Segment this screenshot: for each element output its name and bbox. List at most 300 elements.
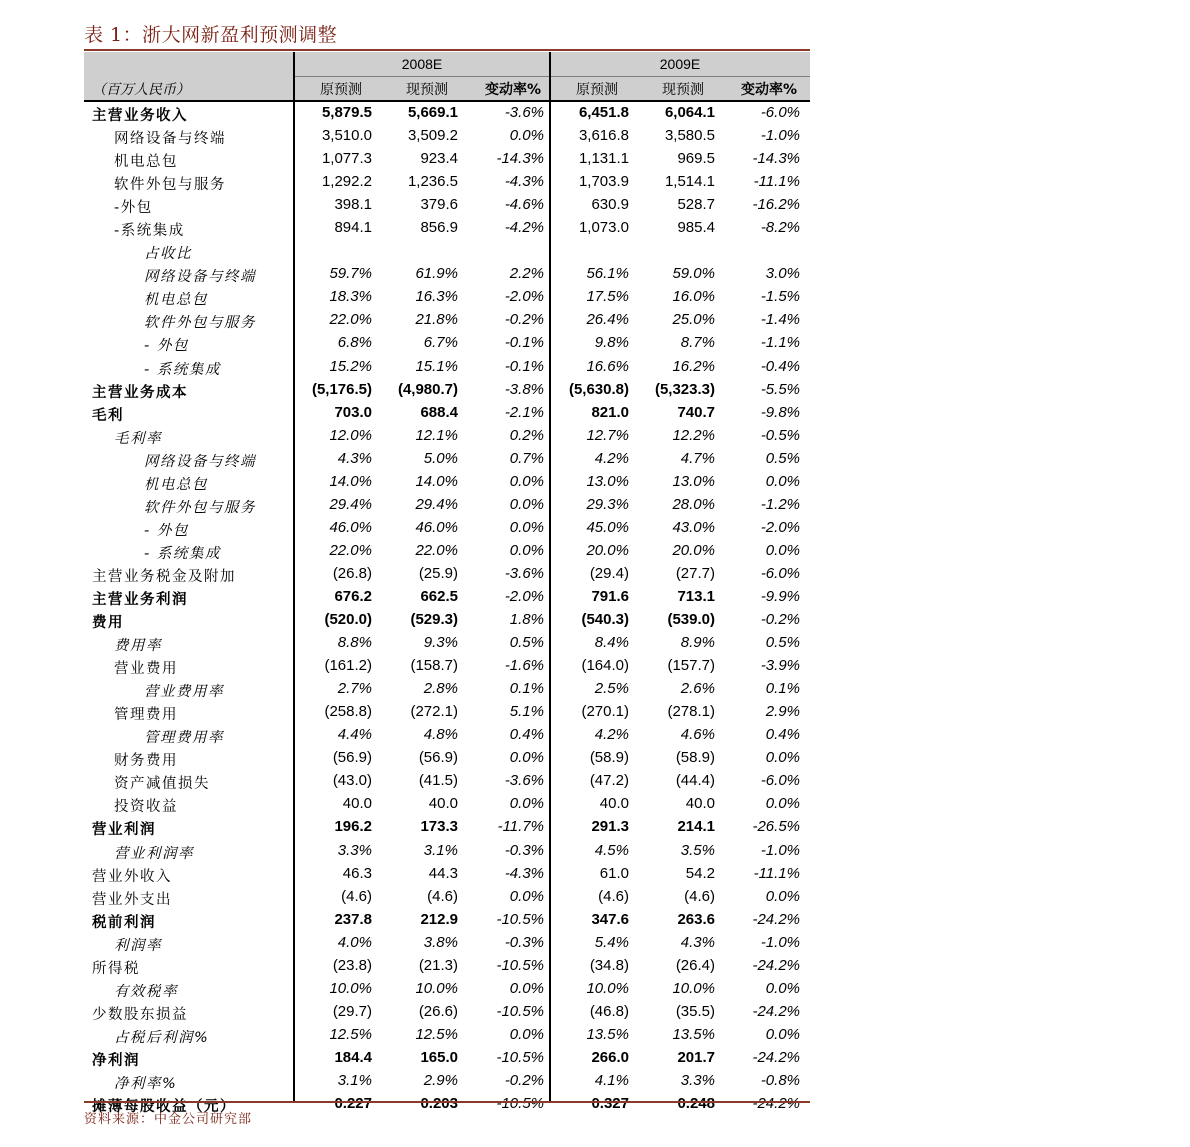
- table-cell: 29.4%: [329, 495, 372, 513]
- table-cell: -0.1%: [504, 357, 544, 375]
- table-cell: 17.5%: [586, 288, 629, 306]
- table-cell: (29.4): [589, 564, 629, 582]
- table-cell: 3,580.5: [664, 127, 715, 145]
- table-cell: -11.1%: [753, 864, 800, 882]
- table-row: [84, 1001, 810, 1024]
- table-cell: 40.0: [342, 795, 372, 813]
- table-cell: 2.9%: [765, 703, 800, 721]
- table-cell: 5.0%: [423, 449, 458, 467]
- table-row: [84, 148, 810, 171]
- table-cell: 5.1%: [509, 703, 544, 721]
- source-note: 资料来源：中金公司研究部: [84, 1112, 253, 1127]
- table-cell: (5,323.3): [654, 380, 715, 398]
- table-cell: 3,616.8: [578, 127, 629, 145]
- table-row: [84, 863, 810, 886]
- row-label: 软件外包与服务: [114, 177, 226, 194]
- table-row: [84, 793, 810, 816]
- row-label: 机电总包: [144, 292, 208, 309]
- table-cell: -0.3%: [504, 841, 544, 859]
- table-cell: 528.7: [677, 196, 715, 214]
- row-label: 资产减值损失: [114, 776, 210, 793]
- table-cell: 0.0%: [765, 541, 800, 559]
- table-cell: 10.0%: [672, 979, 715, 997]
- table-cell: 4.3%: [680, 933, 715, 951]
- table-cell: 61.0: [599, 864, 629, 882]
- table-row: [84, 402, 810, 425]
- table-cell: -3.9%: [760, 657, 800, 675]
- table-cell: -24.2%: [752, 910, 800, 928]
- table-cell: 59.0%: [672, 265, 715, 283]
- table-cell: -14.3%: [752, 150, 800, 168]
- table-row: [84, 840, 810, 863]
- table-row: [84, 217, 810, 240]
- row-label: 净利率%: [114, 1075, 178, 1092]
- table-cell: 21.8%: [415, 311, 458, 329]
- table-cell: (56.9): [332, 749, 372, 767]
- table-cell: 4.6%: [680, 726, 715, 744]
- table-cell: 18.3%: [329, 288, 372, 306]
- table-cell: 61.9%: [415, 265, 458, 283]
- table-cell: 0.0%: [509, 472, 544, 490]
- table-row: [84, 517, 810, 540]
- table-cell: -10.5%: [496, 956, 544, 974]
- table-cell: -4.3%: [504, 173, 544, 191]
- row-label: 机电总包: [144, 476, 208, 493]
- table-cell: 0.0%: [509, 1025, 544, 1043]
- table-cell: -0.3%: [504, 933, 544, 951]
- table-cell: 3.1%: [337, 1071, 372, 1089]
- table-cell: -24.2%: [752, 956, 800, 974]
- table-cell: 2.2%: [509, 265, 544, 283]
- row-label: 主营业务利润: [92, 591, 188, 608]
- table-cell: 43.0%: [672, 518, 715, 536]
- table-cell: -4.6%: [504, 196, 544, 214]
- row-label: 管理费用: [114, 707, 178, 724]
- table-cell: 0.0%: [509, 887, 544, 905]
- table-row: [84, 886, 810, 909]
- table-cell: 10.0%: [329, 979, 372, 997]
- table-cell: (47.2): [589, 772, 629, 790]
- table-cell: 46.0%: [415, 518, 458, 536]
- table-row: [84, 909, 810, 932]
- table-cell: 8.9%: [680, 634, 715, 652]
- col-orig-2008: 原预测: [320, 82, 362, 98]
- row-label: 占税后利润%: [114, 1029, 210, 1046]
- table-cell: -6.0%: [760, 104, 800, 121]
- table-cell: -9.9%: [760, 587, 800, 605]
- row-label: 净利润: [92, 1052, 140, 1069]
- table-row: [84, 724, 810, 747]
- table-cell: 28.0%: [672, 495, 715, 513]
- table-cell: (4.6): [598, 887, 629, 905]
- table-row: [84, 678, 810, 701]
- table-row: [84, 747, 810, 770]
- table-cell: -1.5%: [760, 288, 800, 306]
- table-row: [84, 540, 810, 563]
- table-cell: 10.0%: [415, 979, 458, 997]
- table-row: [84, 1070, 810, 1093]
- table-cell: 379.6: [420, 196, 458, 214]
- table-cell: 44.3: [428, 864, 458, 882]
- table-cell: -0.8%: [760, 1071, 800, 1089]
- table-cell: 1,514.1: [664, 173, 715, 191]
- year-2008-header: 2008E: [401, 56, 443, 72]
- table-cell: (27.7): [675, 564, 715, 582]
- table-cell: -3.6%: [504, 772, 544, 790]
- row-label: 网络设备与终端: [144, 269, 256, 286]
- table-cell: 3.8%: [423, 933, 458, 951]
- row-label: 少数股东损益: [92, 1006, 188, 1023]
- table-cell: (158.7): [410, 657, 458, 675]
- table-cell: 165.0: [420, 1048, 458, 1066]
- row-label: - 系统集成: [144, 361, 221, 378]
- table-cell: (258.8): [324, 703, 372, 721]
- table-cell: 0.0%: [509, 979, 544, 997]
- table-cell: 688.4: [420, 403, 458, 421]
- table-cell: 14.0%: [415, 472, 458, 490]
- table-cell: 0.327: [591, 1095, 629, 1113]
- table-cell: -2.0%: [504, 288, 544, 306]
- table-cell: 59.7%: [329, 265, 372, 283]
- table-cell: -26.5%: [752, 818, 800, 836]
- table-cell: 12.5%: [415, 1025, 458, 1043]
- table-cell: 630.9: [591, 196, 629, 214]
- table-cell: 29.4%: [415, 495, 458, 513]
- table-cell: 20.0%: [672, 541, 715, 559]
- table-cell: (34.8): [589, 956, 629, 974]
- table-cell: (43.0): [332, 772, 372, 790]
- table-cell: 347.6: [591, 910, 629, 928]
- table-cell: -0.2%: [504, 311, 544, 329]
- table-cell: 12.7%: [586, 426, 629, 444]
- table-cell: 8.4%: [594, 634, 629, 652]
- table-cell: 0.1%: [509, 680, 544, 698]
- table-cell: 4.7%: [680, 449, 715, 467]
- row-label: 网络设备与终端: [114, 131, 226, 148]
- table-cell: 0.0%: [509, 795, 544, 813]
- row-label: - 系统集成: [144, 545, 221, 562]
- row-label: 营业外收入: [92, 868, 172, 885]
- table-cell: -14.3%: [496, 150, 544, 168]
- row-label: 主营业务成本: [92, 384, 188, 401]
- table-cell: -10.5%: [496, 1095, 544, 1113]
- table-cell: -3.6%: [504, 104, 544, 121]
- row-label: 费用: [92, 615, 124, 632]
- table-cell: 14.0%: [329, 472, 372, 490]
- table-cell: -1.2%: [760, 495, 800, 513]
- table-cell: -0.2%: [760, 611, 800, 629]
- table-cell: 291.3: [591, 818, 629, 836]
- table-cell: 4.2%: [594, 726, 629, 744]
- table-cell: (4.6): [684, 887, 715, 905]
- table-cell: -4.2%: [504, 219, 544, 237]
- table-cell: 0.0%: [509, 518, 544, 536]
- table-cell: 740.7: [677, 403, 715, 421]
- table-cell: 237.8: [334, 910, 372, 928]
- table-cell: 3.5%: [680, 841, 715, 859]
- col-now-2009: 现预测: [662, 82, 704, 98]
- table-cell: 1,292.2: [321, 173, 372, 191]
- table-cell: (278.1): [667, 703, 715, 721]
- table-cell: 0.4%: [765, 726, 800, 744]
- table-cell: 8.8%: [337, 634, 372, 652]
- table-cell: 15.2%: [329, 357, 372, 375]
- table-row: [84, 379, 810, 402]
- table-cell: 22.0%: [415, 541, 458, 559]
- table-cell: (164.0): [581, 657, 629, 675]
- table-row: [84, 978, 810, 1001]
- col-change-2008: 变动率%: [484, 82, 542, 98]
- table-row: [84, 356, 810, 379]
- table-row: [84, 448, 810, 471]
- table-cell: 0.0%: [765, 887, 800, 905]
- table-cell: 16.3%: [415, 288, 458, 306]
- table-cell: -3.6%: [504, 564, 544, 582]
- table-cell: (4.6): [427, 887, 458, 905]
- table-cell: 1,131.1: [578, 150, 629, 168]
- table-row: [84, 586, 810, 609]
- row-label: 营业利润: [92, 822, 156, 839]
- table-cell: 13.5%: [672, 1025, 715, 1043]
- table-row: [84, 471, 810, 494]
- table-cell: -11.1%: [753, 173, 800, 191]
- table-cell: 26.4%: [586, 311, 629, 329]
- table-cell: 3.0%: [765, 265, 800, 283]
- table-cell: -24.2%: [752, 1048, 800, 1066]
- table-cell: 6.7%: [423, 334, 458, 352]
- table-cell: 0.0%: [509, 127, 544, 145]
- table-row: [84, 932, 810, 955]
- row-label: 软件外包与服务: [144, 499, 256, 516]
- table-row: [84, 286, 810, 309]
- table-cell: 0.5%: [765, 634, 800, 652]
- table-cell: 40.0: [599, 795, 629, 813]
- table-cell: -2.0%: [504, 587, 544, 605]
- table-cell: 54.2: [685, 864, 715, 882]
- table-cell: -1.0%: [760, 841, 800, 859]
- table-row: [84, 240, 810, 263]
- table-cell: -10.5%: [496, 1002, 544, 1020]
- table-cell: 15.1%: [415, 357, 458, 375]
- table-cell: 29.3%: [586, 495, 629, 513]
- year-2009-header: 2009E: [659, 56, 701, 72]
- col-change-2009: 变动率%: [740, 82, 798, 98]
- table-cell: 0.0%: [765, 1025, 800, 1043]
- table-cell: 22.0%: [329, 311, 372, 329]
- table-cell: 4.5%: [594, 841, 629, 859]
- table-row: [84, 563, 810, 586]
- table-row: [84, 425, 810, 448]
- table-cell: 985.4: [677, 219, 715, 237]
- table-row: [84, 263, 810, 286]
- divider-label-column: [293, 52, 295, 1101]
- table-cell: 5,669.1: [407, 104, 458, 121]
- table-cell: 1,703.9: [578, 173, 629, 191]
- header-separator: [294, 76, 810, 77]
- table-cell: -1.0%: [760, 933, 800, 951]
- table-cell: 10.0%: [586, 979, 629, 997]
- table-cell: 9.8%: [594, 334, 629, 352]
- table-cell: 46.0%: [329, 518, 372, 536]
- table-cell: (540.3): [581, 611, 629, 629]
- table-cell: (161.2): [324, 657, 372, 675]
- forecast-table: [84, 52, 810, 1116]
- table-cell: -24.2%: [752, 1002, 800, 1020]
- table-cell: 3,510.0: [321, 127, 372, 145]
- table-row: [84, 171, 810, 194]
- row-label: 软件外包与服务: [144, 315, 256, 332]
- table-cell: 2.8%: [423, 680, 458, 698]
- table-row: [84, 125, 810, 148]
- table-cell: (29.7): [332, 1002, 372, 1020]
- divider-year-columns: [549, 52, 551, 1101]
- table-cell: (5,176.5): [311, 380, 372, 398]
- table-cell: 0.4%: [509, 726, 544, 744]
- row-label: 营业外支出: [92, 891, 172, 908]
- row-label: 机电总包: [114, 154, 178, 171]
- table-cell: (4.6): [341, 887, 372, 905]
- table-cell: 0.5%: [765, 449, 800, 467]
- table-cell: (270.1): [581, 703, 629, 721]
- table-cell: 0.248: [677, 1095, 715, 1113]
- table-cell: (25.9): [418, 564, 458, 582]
- table-cell: 2.7%: [337, 680, 372, 698]
- row-label: -系统集成: [114, 223, 185, 240]
- table-cell: (539.0): [667, 611, 715, 629]
- table-row: [84, 102, 810, 125]
- row-label: 营业利润率: [114, 845, 194, 862]
- table-cell: -0.5%: [760, 426, 800, 444]
- table-row: [84, 1024, 810, 1047]
- table-cell: 2.6%: [680, 680, 715, 698]
- table-cell: 56.1%: [586, 265, 629, 283]
- table-cell: -9.8%: [760, 403, 800, 421]
- table-cell: 662.5: [420, 587, 458, 605]
- table-cell: 0.227: [334, 1095, 372, 1113]
- table-cell: 40.0: [428, 795, 458, 813]
- table-cell: 5.4%: [594, 933, 629, 951]
- table-cell: 8.7%: [680, 334, 715, 352]
- row-label: 财务费用: [114, 753, 178, 770]
- table-cell: 13.5%: [586, 1025, 629, 1043]
- row-label: 税前利润: [92, 914, 156, 931]
- table-cell: -2.1%: [504, 403, 544, 421]
- table-cell: -6.0%: [760, 772, 800, 790]
- table-cell: (520.0): [324, 611, 372, 629]
- table-cell: -24.2%: [752, 1095, 800, 1113]
- table-cell: 2.5%: [594, 680, 629, 698]
- table-cell: 1,236.5: [407, 173, 458, 191]
- table-cell: 969.5: [677, 150, 715, 168]
- row-label: - 外包: [144, 338, 189, 355]
- table-cell: -0.4%: [760, 357, 800, 375]
- table-cell: 196.2: [334, 818, 372, 836]
- table-cell: 0.0%: [765, 979, 800, 997]
- table-cell: 184.4: [334, 1048, 372, 1066]
- table-cell: 3,509.2: [407, 127, 458, 145]
- table-cell: 12.0%: [329, 426, 372, 444]
- table-cell: 4.1%: [594, 1071, 629, 1089]
- table-title: 表 1：浙大网新盈利预测调整: [84, 24, 338, 46]
- table-cell: -5.5%: [760, 380, 800, 398]
- table-cell: 398.1: [334, 196, 372, 214]
- table-cell: -0.1%: [504, 334, 544, 352]
- table-cell: 0.0%: [509, 495, 544, 513]
- table-row: [84, 816, 810, 839]
- bottom-rule: [84, 1101, 810, 1103]
- table-cell: (44.4): [675, 772, 715, 790]
- table-cell: 12.5%: [329, 1025, 372, 1043]
- table-cell: 212.9: [420, 910, 458, 928]
- table-cell: 12.2%: [672, 426, 715, 444]
- table-cell: 0.7%: [509, 449, 544, 467]
- table-cell: 173.3: [420, 818, 458, 836]
- table-cell: 1.8%: [509, 611, 544, 629]
- table-cell: 3.1%: [423, 841, 458, 859]
- table-cell: (35.5): [675, 1002, 715, 1020]
- table-cell: 6,451.8: [578, 104, 629, 121]
- row-label: -外包: [114, 200, 153, 217]
- table-cell: 0.0%: [765, 795, 800, 813]
- table-row: [84, 1047, 810, 1070]
- table-cell: 25.0%: [672, 311, 715, 329]
- table-cell: -10.5%: [496, 1048, 544, 1066]
- row-label: 毛利率: [114, 430, 162, 447]
- table-cell: 703.0: [334, 403, 372, 421]
- table-cell: 791.6: [591, 587, 629, 605]
- table-cell: (26.4): [675, 956, 715, 974]
- row-label: 有效税率: [114, 983, 178, 1000]
- table-cell: 4.0%: [337, 933, 372, 951]
- table-cell: 0.5%: [509, 634, 544, 652]
- table-cell: 0.0%: [509, 749, 544, 767]
- table-row: [84, 632, 810, 655]
- row-label: 摊薄每股收益（元）: [92, 1099, 236, 1116]
- table-cell: 16.6%: [586, 357, 629, 375]
- row-label: 费用率: [114, 638, 162, 655]
- table-cell: 713.1: [677, 587, 715, 605]
- table-cell: 923.4: [420, 150, 458, 168]
- table-cell: (56.9): [418, 749, 458, 767]
- table-cell: -1.6%: [504, 657, 544, 675]
- table-cell: -3.8%: [504, 380, 544, 398]
- table-cell: 0.0%: [509, 541, 544, 559]
- row-label: - 外包: [144, 522, 189, 539]
- table-row: [84, 609, 810, 632]
- table-cell: (26.6): [418, 1002, 458, 1020]
- table-cell: -1.1%: [760, 334, 800, 352]
- table-cell: 3.3%: [337, 841, 372, 859]
- table-cell: -0.2%: [504, 1071, 544, 1089]
- table-row: [84, 770, 810, 793]
- table-cell: 1,073.0: [578, 219, 629, 237]
- table-cell: -11.7%: [497, 818, 544, 836]
- table-cell: 9.3%: [423, 634, 458, 652]
- table-cell: (46.8): [589, 1002, 629, 1020]
- title-rule: [84, 49, 810, 51]
- table-header: [84, 52, 810, 100]
- table-cell: 12.1%: [415, 426, 458, 444]
- table-cell: 4.4%: [337, 726, 372, 744]
- table-cell: 16.0%: [672, 288, 715, 306]
- table-cell: 46.3: [342, 864, 372, 882]
- table-cell: 0.0%: [765, 472, 800, 490]
- table-cell: 3.3%: [680, 1071, 715, 1089]
- row-label: 毛利: [92, 407, 124, 424]
- row-label: 营业费用: [114, 661, 178, 678]
- table-cell: 0.203: [420, 1095, 458, 1113]
- table-cell: (58.9): [675, 749, 715, 767]
